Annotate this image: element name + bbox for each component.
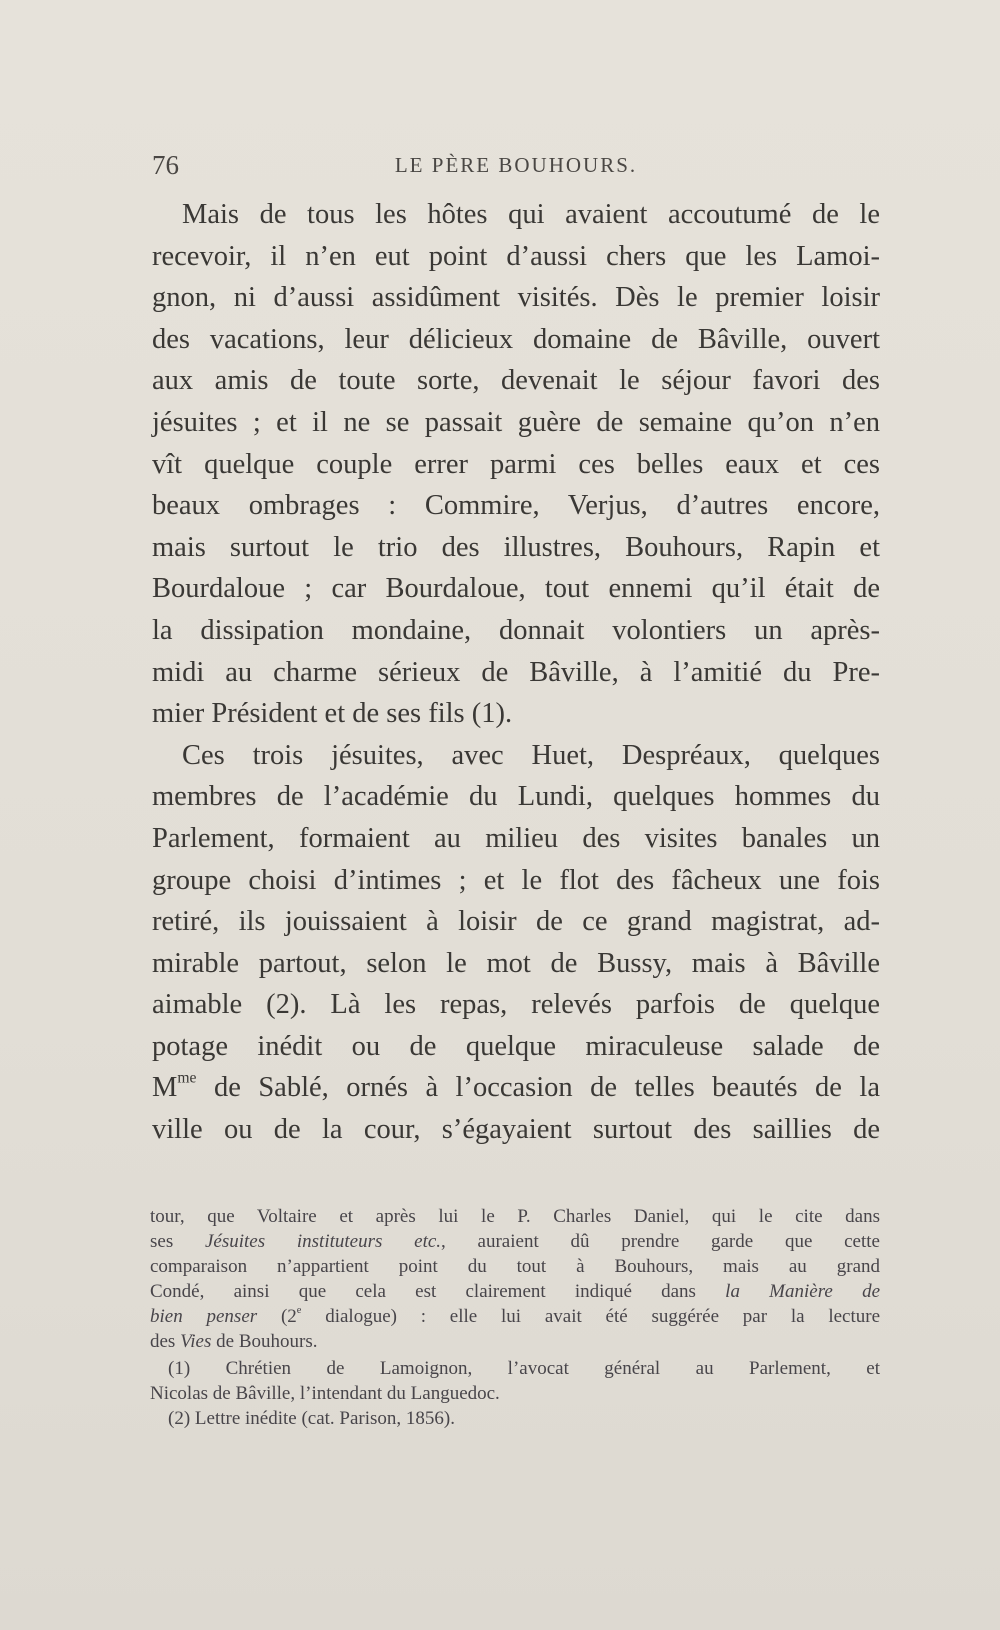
line-rest: de Sablé, ornés à l’occasion de telles beautés de la [196,1072,880,1104]
text-line: mier Président et de ses fils (1). [152,698,513,730]
footnote-superscript: e [296,1305,302,1317]
abbr-madame: M [152,1072,178,1104]
main-text [152,194,880,1151]
text-line: mais surtout le trio des illustres, Bouhours, Rapin et [152,531,880,563]
text-line: vît quelque couple errer parmi ces belles eaux et ces [152,448,880,480]
text-line: mirable partout, selon le mot de Bussy, mais à Bâville [152,947,880,979]
text-line: recevoir, il n’en eut point d’aussi chers que les Lamoi- [152,240,880,272]
text-line: la dissipation mondaine, donnait volontiers un après- [152,614,880,646]
footnote-title: bien penser [150,1306,258,1327]
footnote-title: Jésuites instituteurs etc. [204,1231,442,1252]
footnote-title: la Manière de [725,1281,880,1302]
text-line: Mais de tous les hôtes qui avaient accoutumé de le [182,199,880,230]
text-line: retiré, ils jouissaient à loisir de ce grand magistrat, ad- [152,906,880,938]
text-line: des vacations, leur délicieux domaine de Bâville, ouvert [152,323,880,355]
text-line: jésuites ; et il ne se passait guère de semaine qu’on n’en [152,406,880,438]
footnote-text: de Bouhours. [211,1331,318,1352]
text-line: aux amis de toute sorte, devenait le séjour favori des [152,365,880,397]
footnote-line: comparaison n’appartient point du tout à Bouhours, mais au grand [150,1256,880,1277]
footnote-text: Condé, ainsi que cela est clairement indiqué dans [150,1281,726,1302]
text-line: groupe choisi d’intimes ; et le flot des fâcheux une fois [152,864,880,896]
abbr-superscript: me [177,1070,197,1088]
text-line: membres de l’académie du Lundi, quelques hommes du [152,781,880,813]
text-line: Bourdaloue ; car Bourdaloue, tout ennemi qu’il était de [152,573,880,605]
page-number: 76 [152,150,179,180]
footnote-title: Vies [180,1331,212,1352]
text-line: beaux ombrages : Commire, Verjus, d’autres encore, [152,490,880,522]
text-line: gnon, ni d’aussi assidûment visités. Dès le premier loisir [152,282,880,314]
running-title: LE PÈRE BOUHOURS. [394,153,638,177]
text-line: aimable (2). Là les repas, relevés parfois de quelque [152,989,880,1021]
text-line: potage inédit ou de quelque miraculeuse salade de [152,1030,880,1062]
footnote-line [150,1304,880,1329]
text-line: Ces trois jésuites, avec Huet, Despréaux, quelques [182,739,880,771]
footnote-text: dialogue) : elle lui avait été suggérée par la lecture [301,1306,881,1327]
footnote-line [150,1279,880,1304]
footnote-text: des [150,1331,181,1352]
footnote-line [150,1229,880,1254]
footnote-text: ses [150,1231,205,1252]
footnote-line [150,1329,880,1354]
text-line: ville ou de la cour, s’égayaient surtout des saillies de [152,1114,880,1146]
text-line: Parlement, formaient au milieu des visites banales un [152,822,880,854]
footnote-line: tour, que Voltaire et après lui le P. Charles Daniel, qui le cite dans [150,1206,880,1227]
page-header [152,150,880,180]
footnote-text: , auraient dû prendre garde que cette [441,1231,880,1252]
footnote-1: (1) Chrétien de Lamoignon, l’avocat général au Parlement, et [168,1358,880,1379]
footnote-text: (2 [257,1306,297,1327]
footnotes [150,1204,880,1431]
footnote-line: Nicolas de Bâville, l’intendant du Languedoc. [150,1383,500,1404]
footnote-2: (2) Lettre inédite (cat. Parison, 1856). [168,1408,456,1429]
text-line [152,1067,880,1109]
text-line: midi au charme sérieux de Bâville, à l’amitié du Pre- [152,656,880,688]
